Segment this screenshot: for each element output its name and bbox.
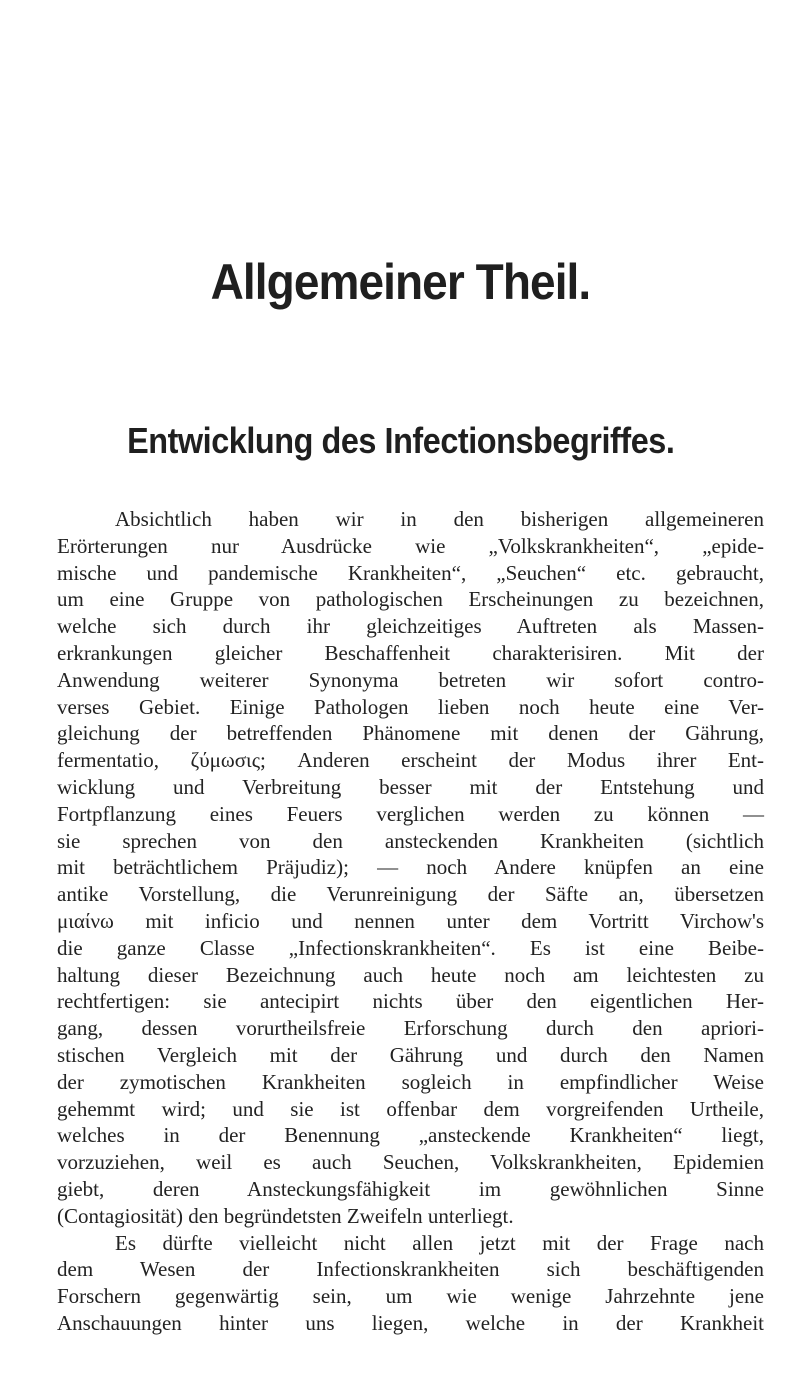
text-line: welches in der Benennung „ansteckende Krankheiten“ liegt, — [57, 1123, 764, 1148]
text-line: Anwendung weiterer Synonyma betreten wir sofort contro- — [57, 667, 764, 692]
text-line: erkrankungen gleicher Beschaffenheit charakterisiren. Mit der — [57, 640, 764, 665]
text-line: stischen Vergleich mit der Gährung und durch den Namen — [57, 1042, 764, 1067]
text-line: Fortpflanzung eines Feuers verglichen werden zu können — — [57, 801, 764, 826]
text-line: gang, dessen vorurtheilsfreie Erforschung durch den apriori- — [57, 1016, 764, 1041]
text-line: Absichtlich haben wir in den bisherigen allgemeineren — [115, 507, 764, 531]
text-line: antike Vorstellung, die Verunreinigung der Säfte an, übersetzen — [57, 882, 764, 907]
text-line: Es dürfte vielleicht nicht allen jetzt mit der Frage nach — [115, 1230, 764, 1255]
text-line: mische und pandemische Krankheiten“, „Seuchen“ etc. gebraucht, — [57, 560, 764, 585]
text-line: haltung dieser Bezeichnung auch heute noch am leichtesten zu — [57, 962, 764, 987]
part-title: Allgemeiner Theil. — [210, 254, 591, 310]
text-line: Erörterungen nur Ausdrücke wie „Volkskrankheiten“, „epide- — [57, 533, 764, 558]
text-line: rechtfertigen: sie antecipirt nichts über den eigentlichen Her- — [57, 989, 764, 1014]
text-line: gehemmt wird; und sie ist offenbar dem vorgreifenden Urtheile, — [57, 1096, 764, 1121]
text-line: der zymotischen Krankheiten sogleich in empfindlicher Weise — [57, 1069, 764, 1094]
text-line: gleichung der betreffenden Phänomene mit denen der Gährung, — [57, 721, 764, 746]
text-line: mit beträchtlichem Präjudiz); — noch Andere knüpfen an eine — [57, 855, 764, 880]
text-line: fermentatio, ζύμωσις; Anderen erscheint der Modus ihrer Ent- — [57, 748, 764, 773]
text-line: dem Wesen der Infectionskrankheiten sich beschäftigenden — [57, 1257, 764, 1282]
chapter-title: Entwicklung des Infectionsbegriffes. — [127, 420, 675, 461]
text-line: sie sprechen von den ansteckenden Krankheiten (sichtlich — [57, 828, 764, 853]
body-text — [57, 506, 764, 1337]
text-line: um eine Gruppe von pathologischen Erscheinungen zu bezeichnen, — [57, 587, 764, 612]
text-line: Anschauungen hinter uns liegen, welche in der Krankheit — [57, 1310, 764, 1335]
text-line: giebt, deren Ansteckungsfähigkeit im gewöhnlichen Sinne — [57, 1176, 764, 1201]
text-line: wicklung und Verbreitung besser mit der Entstehung und — [57, 774, 764, 799]
text-line: Forschern gegenwärtig sein, um wie wenige Jahrzehnte jene — [57, 1284, 764, 1309]
text-line: (Contagiosität) den begründetsten Zweifeln unterliegt. — [57, 1203, 514, 1228]
text-line: die ganze Classe „Infectionskrankheiten“. Es ist eine Beibe- — [57, 935, 764, 960]
text-line: welche sich durch ihr gleichzeitiges Auftreten als Massen- — [57, 614, 764, 639]
text-line: vorzuziehen, weil es auch Seuchen, Volkskrankheiten, Epidemien — [57, 1150, 764, 1175]
text-line: verses Gebiet. Einige Pathologen lieben noch heute eine Ver- — [57, 694, 764, 719]
text-line: μιαίνω mit inficio und nennen unter dem Vortritt Virchow's — [57, 908, 764, 933]
